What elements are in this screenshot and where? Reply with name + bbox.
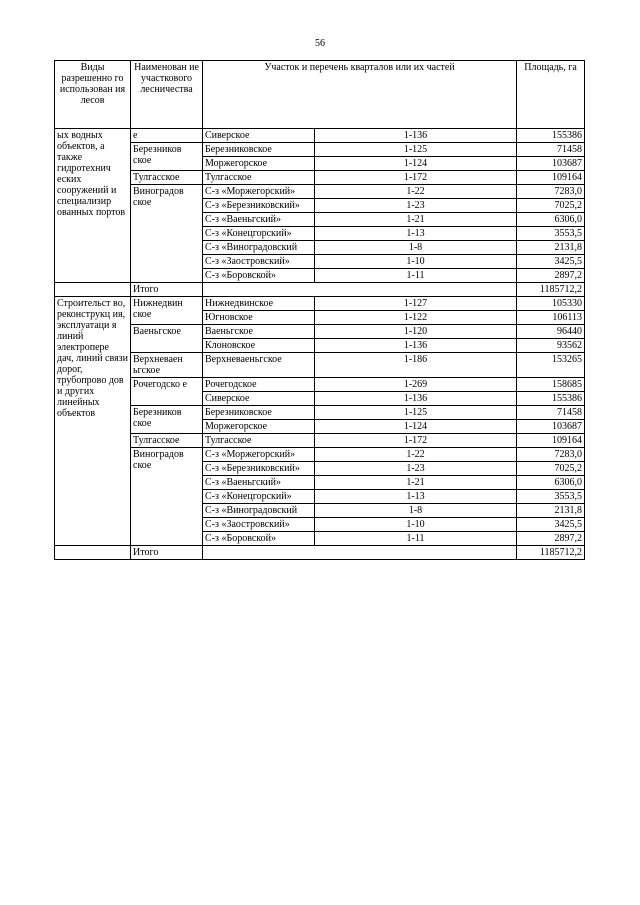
forestry-cell: Тулгасское (131, 171, 203, 185)
area-cell: 7283,0 (517, 448, 585, 462)
forestry-cell: Березников ское (131, 406, 203, 434)
forestry-cell: Березников ское (131, 143, 203, 171)
site-cell: Клоновское (203, 339, 315, 353)
site-cell: С-з «Моржегорский» (203, 185, 315, 199)
site-cell: С-з «Березниковский» (203, 462, 315, 476)
quarters-cell: 1-127 (315, 297, 517, 311)
quarters-cell: 1-172 (315, 434, 517, 448)
site-cell: С-з «Боровской» (203, 532, 315, 546)
area-cell: 7025,2 (517, 199, 585, 213)
quarters-cell: 1-23 (315, 199, 517, 213)
site-cell: С-з «Березниковский» (203, 199, 315, 213)
area-cell: 6306,0 (517, 213, 585, 227)
quarters-cell: 1-21 (315, 213, 517, 227)
header-use-type: Виды разрешенно го использован ия лесов (55, 61, 131, 129)
site-cell: С-з «Виноградовский (203, 504, 315, 518)
forestry-cell: Нижнедвин ское (131, 297, 203, 325)
area-cell: 109164 (517, 434, 585, 448)
table-row (55, 353, 585, 378)
table-row (55, 406, 585, 420)
forestry-cell: е (131, 129, 203, 143)
table-row (55, 129, 585, 143)
area-cell: 2897,2 (517, 269, 585, 283)
area-cell: 2131,8 (517, 504, 585, 518)
forestry-cell: Виноградов ское (131, 448, 203, 546)
quarters-cell: 1-125 (315, 406, 517, 420)
site-cell: Березниковское (203, 406, 315, 420)
page-number: 56 (315, 38, 325, 49)
site-cell: С-з «Заостровский» (203, 255, 315, 269)
site-cell: С-з «Ваеньгский» (203, 213, 315, 227)
quarters-cell: 1-11 (315, 532, 517, 546)
total-spacer (203, 546, 517, 560)
area-cell: 7283,0 (517, 185, 585, 199)
quarters-cell: 1-120 (315, 325, 517, 339)
site-cell: С-з «Боровской» (203, 269, 315, 283)
header-area: Площадь, га (517, 61, 585, 129)
area-cell: 109164 (517, 171, 585, 185)
area-cell: 71458 (517, 143, 585, 157)
area-cell: 3553,5 (517, 227, 585, 241)
quarters-cell: 1-23 (315, 462, 517, 476)
area-cell: 3425,5 (517, 518, 585, 532)
area-cell: 7025,2 (517, 462, 585, 476)
site-cell: С-з «Виноградовский (203, 241, 315, 255)
quarters-cell: 1-125 (315, 143, 517, 157)
total-value: 1185712,2 (517, 546, 585, 560)
quarters-cell: 1-136 (315, 392, 517, 406)
area-cell: 158685 (517, 378, 585, 392)
forest-use-table (54, 60, 585, 560)
table-row (55, 378, 585, 392)
area-cell: 105330 (517, 297, 585, 311)
total-row (55, 546, 585, 560)
site-cell: Сиверское (203, 129, 315, 143)
site-cell: Ваеньгское (203, 325, 315, 339)
site-cell: Верхневаеньгское (203, 353, 315, 378)
site-cell: С-з «Ваеньгский» (203, 476, 315, 490)
quarters-cell: 1-186 (315, 353, 517, 378)
area-cell: 106113 (517, 311, 585, 325)
quarters-cell: 1-124 (315, 420, 517, 434)
total-blank-cell (55, 283, 131, 297)
quarters-cell: 1-11 (315, 269, 517, 283)
site-cell: Тулгасское (203, 171, 315, 185)
area-cell: 71458 (517, 406, 585, 420)
total-label: Итого (131, 283, 203, 297)
header-quarters: Участок и перечень кварталов или их частей (203, 61, 517, 129)
site-cell: Югновское (203, 311, 315, 325)
area-cell: 96440 (517, 325, 585, 339)
area-cell: 103687 (517, 420, 585, 434)
total-spacer (203, 283, 517, 297)
site-cell: Тулгасское (203, 434, 315, 448)
site-cell: С-з «Моржегорский» (203, 448, 315, 462)
site-cell: Моржегорское (203, 420, 315, 434)
quarters-cell: 1-136 (315, 339, 517, 353)
quarters-cell: 1-22 (315, 185, 517, 199)
table-row (55, 325, 585, 339)
site-cell: С-з «Конецгорский» (203, 227, 315, 241)
area-cell: 2897,2 (517, 532, 585, 546)
table-row (55, 434, 585, 448)
total-value: 1185712,2 (517, 283, 585, 297)
total-row (55, 283, 585, 297)
forestry-cell: Ваеньгское (131, 325, 203, 353)
quarters-cell: 1-13 (315, 490, 517, 504)
quarters-cell: 1-21 (315, 476, 517, 490)
header-forestry: Наименован ие участкового лесничества (131, 61, 203, 129)
quarters-cell: 1-13 (315, 227, 517, 241)
site-cell: С-з «Заостровский» (203, 518, 315, 532)
area-cell: 3553,5 (517, 490, 585, 504)
forestry-cell: Рочегодско е (131, 378, 203, 406)
site-cell: Моржегорское (203, 157, 315, 171)
area-cell: 155386 (517, 392, 585, 406)
quarters-cell: 1-122 (315, 311, 517, 325)
area-cell: 2131,8 (517, 241, 585, 255)
site-cell: Нижнедвинское (203, 297, 315, 311)
quarters-cell: 1-172 (315, 171, 517, 185)
area-cell: 93562 (517, 339, 585, 353)
quarters-cell: 1-8 (315, 241, 517, 255)
quarters-cell: 1-10 (315, 518, 517, 532)
area-cell: 153265 (517, 353, 585, 378)
quarters-cell: 1-124 (315, 157, 517, 171)
table-header-row (55, 61, 585, 129)
area-cell: 155386 (517, 129, 585, 143)
table-row (55, 143, 585, 157)
forestry-cell: Виноградов ское (131, 185, 203, 283)
table-body (55, 129, 585, 560)
site-cell: Сиверское (203, 392, 315, 406)
table-row (55, 185, 585, 199)
quarters-cell: 1-269 (315, 378, 517, 392)
quarters-cell: 1-22 (315, 448, 517, 462)
site-cell: С-з «Конецгорский» (203, 490, 315, 504)
forestry-cell: Тулгасское (131, 434, 203, 448)
total-label: Итого (131, 546, 203, 560)
site-cell: Березниковское (203, 143, 315, 157)
area-cell: 6306,0 (517, 476, 585, 490)
quarters-cell: 1-8 (315, 504, 517, 518)
quarters-cell: 1-10 (315, 255, 517, 269)
table-row (55, 171, 585, 185)
site-cell: Рочегодское (203, 378, 315, 392)
quarters-cell: 1-136 (315, 129, 517, 143)
table-row (55, 297, 585, 311)
total-blank-cell (55, 546, 131, 560)
area-cell: 103687 (517, 157, 585, 171)
area-cell: 3425,5 (517, 255, 585, 269)
forestry-cell: Верхневаен ьгское (131, 353, 203, 378)
use-type-cell: ых водных объектов, а также гидротехнич еских сооружений и специализир ованных портов (55, 129, 131, 283)
use-type-cell: Строительст во, реконструкц ия, эксплуатаци я линий электропере дач, линий связи дорог, трубопрово дов и других линейных объектов (55, 297, 131, 546)
table-row (55, 448, 585, 462)
